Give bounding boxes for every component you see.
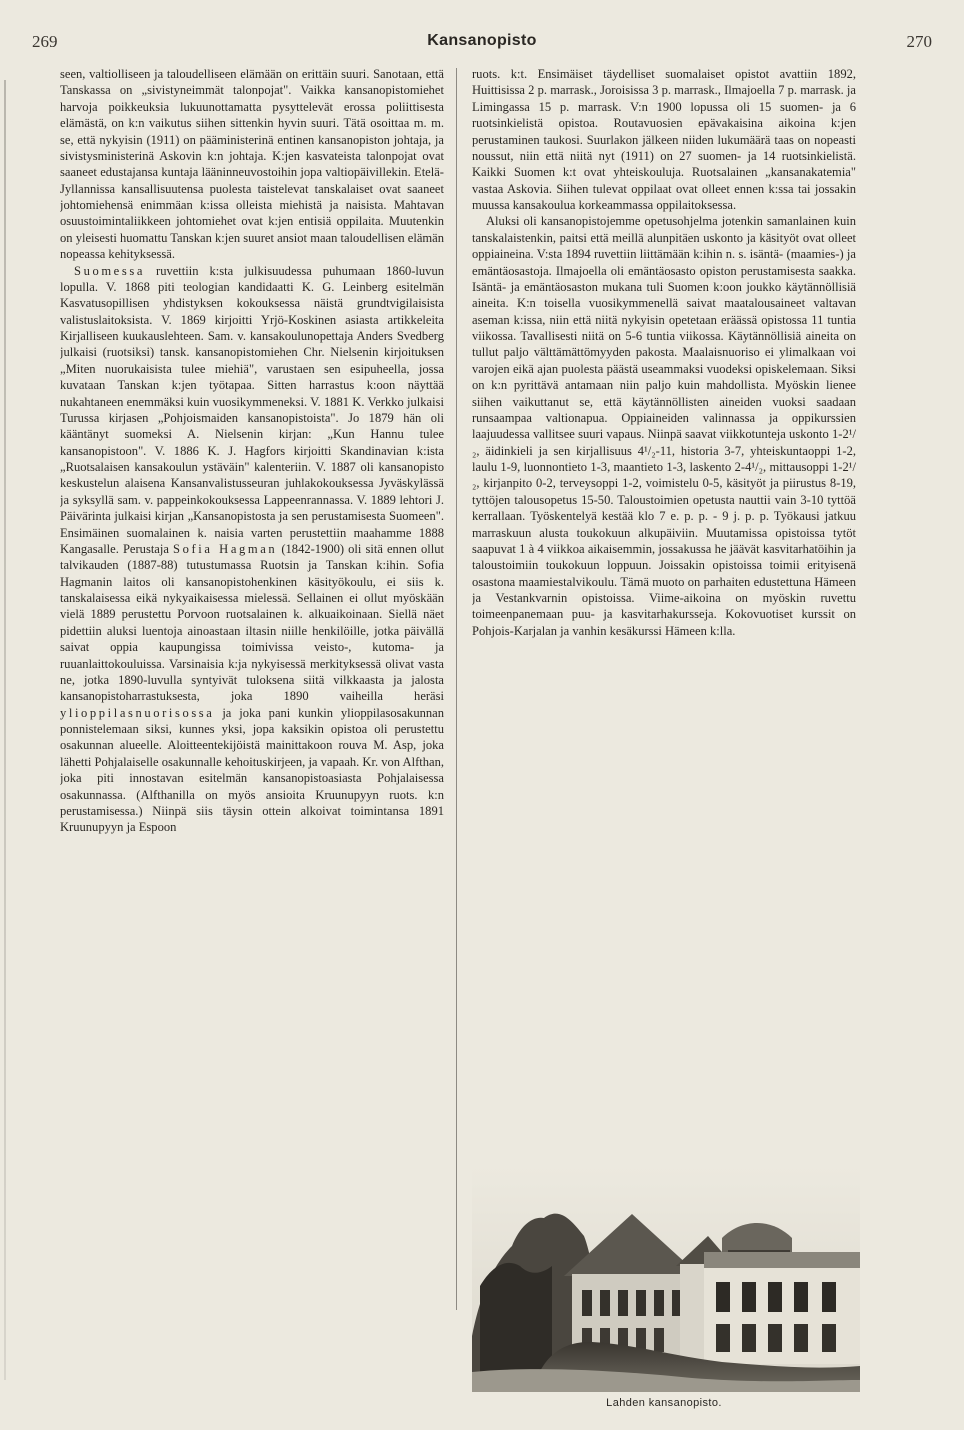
spaced-word: Suomessa [74, 263, 145, 278]
spaced-word: ylioppilasnuorisossa [60, 705, 215, 720]
paragraph: Aluksi oli kansanopistojemme opetusohjelma jotenkin samanlainen kuin tanskalaistenkin, paitsi että meillä alunpitäen uskonto ja käsityöt ovat olleet oppiaineina. V:sta 1894 ruvettiin liittämään k:ihin n. s. isäntä- (maamies-) ja emäntäosastoja. Ilmajoella oli emäntäosasto opiston perustamisesta saakka. Isäntä- ja emäntäosaston mukana tuli Suomen k:oon joukko käytännöllisiä aineita. K:n toisella vuosikymmenellä saivat maatalousaineet valtavan aseman k:issa, niin että niitä nykyisin opetetaan eräässä opistossa 11 tuntia viikossa. Tavallisesti niitä on 5-6 tuntia viikossa. Käytännöllisiä aineita on tullut paljo välttämättömyyden pakosta. Maalaisnuoriso ei ylimalkaan voi varojen eikä ajan puolesta päästä useammaksi vuodeksi opiskelemaan. Siksi on k:n pyrittävä antamaan niin paljo kuin mahdollista. Myöskin lienee siihen vaikuttanut se, että käytännöllisten aineiden vuoksi saadaan runsaampaa valtionapua. Oppiaineiden valinnassa ja oppikurssien laajuudessa vallitsee suuri vapaus. Niinpä saavat viikkotunteja uskonto 1-2¹/₂, äidinkieli ja sen kirjallisuus 4¹/₂-11, historia 3-7, yhteiskuntaoppi 1-2, laulu 1-9, luonnontieto 1-3, maantieto 1-3, laskento 2-4¹/₂, mittausoppi 1-2¹/₂, kirjanpito 0-2, terveysoppi 1-2, voimistelu 0-5, käsityöt ja piirustus 8-19, tyttöjen talousopetus 15-50. Taloustoimien opetusta nauttii vain 3-10 tyttöä kerrallaan. Työskentelyä kestää klo 7 e. p. p. - 9 j. p. p. Työkausi jatkuu marraskuun alusta toukokuun alkupäiviin. Muutamissa opistoissa tytöt saapuvat 1 à 4 viikkoa aikaisemmin, jossakussa he jäävät kasvitarhatöihin ja taloustoimiin toukokuun loppuun. Joissakin opistoissa toimii erityisenä osastona maamiestalvikoulu. Tämä muoto on parhaiten edustettuna Hämeen ja Vestankvarnin opistoissa. Viime-aikoina on myöskin ruvettu toimeenpanemaan puu- ja kasvitarhakursseja. Kokovuotiset kurssit on Pohjois-Karjalan ja vanhin kesäkurssi Hämeen k:lla. [472, 214, 856, 638]
spaced-name: Sofia Hagman [173, 541, 278, 556]
paragraph [60, 263, 444, 836]
left-column [60, 66, 444, 836]
paragraph: seen, valtiolliseen ja taloudelliseen elämään on erittäin suuri. Sanotaan, että Tanskassa on „sivistyneimmät talonpojat". Vaikka kansanopistomiehet harvoja poikkeuksia lukuunottamatta pysyttelevät erossa poliittisesta elämästä, on k:n vaikutus siihen sittenkin hyvin suuri. Tätä osoittaa m. m. se, että nykyisin (1911) on pääministerinä entinen kansanopiston johtaja, ja sivistysministerinä Askovin k:n johtaja. K:jen kasvateista talonpojat ovat saaneet edustajansa kuntaja lääninneuvostoihin jopa valtiopäivillekin. Etelä-Jyllannissa kansallisuutensa puolesta taistelevat tanskalaiset ovat saaneet johtomiehensä enimmäan k:issa olleista miehistä ja naisista. Mahtavan osuustoimintaliikkeen johtomiehet ovat k:jen entisiä oppilaita. Muutenkin on yleisesti huomattu Tanskan k:jen suuret ansiot maan taloudellisen elämän nopeassa kehityksessä. [60, 67, 444, 262]
right-column [472, 66, 856, 639]
school-photograph [472, 1166, 860, 1418]
text-run: ja joka pani kunkin ylioppilasosakunnan ponnistelemaan siksi, kunnes yksi, jopa kaksikin opistoa oli perustettu osakunnan alueelle. Aloitteentekijöistä mainittakoon rouva M. Asp, joka lähetti Pohjalaiselle osakunnalle kehoituskirjeen, ja vapaah. Kr. von Alfthan, joka piti innostavan esitelmän kansanopistoasiasta Pohjalaisessa osakunnassa. (Alfthanilla on myös ansioita Kruunupyyn ruots. k:n perustamisessa.) Niinpä siis täysin ottein alkoivat toimintansa 1891 Kruunupyyn ja Espoon [60, 705, 444, 835]
paragraph: ruots. k:t. Ensimäiset täydelliset suomalaiset opistot avattiin 1892, Huittisissa 2 p. marrask., Joroisissa 3 p. marrask., Ilmajoella 7 p. marrask. ja Limingassa 15 p. marrask. V:n 1900 lopussa oli 15 suomen- ja 6 ruotsinkielistä opistoa. Routavuosien epävakaisina aikoina k:jen perustaminen taukosi. Suurlakon jälkeen niiden lukumäärä taas on nopeasti noussut, niin että niitä nyt (1911) on 27 suomen- ja 14 ruotsinkielistä. Kaikki Suomen k:t ovat yhteiskouluja. Ruotsalainen „kansanakatemia" vastaa Askovia. Siihen tulevat oppilaat ovat olleet ennen k:ssa tai jossakin muussa kansakoulua korkeammassa oppilaitoksessa. [472, 67, 856, 212]
page-number-left: 269 [32, 32, 58, 51]
figure-caption: Lahden kansanopisto. [606, 1397, 722, 1409]
page-header [32, 28, 932, 58]
column-divider [456, 68, 457, 1310]
page-number-right: 270 [906, 32, 932, 51]
running-title: Kansanopisto [427, 32, 537, 49]
text-run: ruvettiin k:sta julkisuudessa puhumaan 1860-luvun lopulla. V. 1868 piti teologian kandidaatti K. G. Leinberg esitelmän Kasvatusopillisen yhdistyksen kokouksessa näistä grundtvigilaisista valistuslaitoksista. V. 1869 kirjoitti Yrjö-Koskinen asiasta artikkeleita Kirjalliseen kuukauslehteen. Sam. v. kansakoulunopettaja Anders Svedberg julkaisi (ruotsiksi) tansk. kansanopistomiehen Chr. Nielsenin kirjoituksen „Miten nuorukaisista tulee miehiä", varustaen sen esipuheella, jossa kuvataan Tanskan k:jen työtapaa. Sitten harrastus k:oon näyttää nukahtaneen enemmäksi kuin vuosikymmeneksi. V. 1881 K. Verkko julkaisi Turussa kirjasen „Pohjoismaiden kansanopistoista". Jo 1879 hän oli kääntänyt suomeksi A. Nielsenin kirjan: „Kun Hannu tulee kansanopistoon". V. 1886 K. J. Hagfors kirjoitti Skandinavian k:ista „Ruotsalaisen kansakoulun ystäväin" kalenteriin. V. 1887 oli kansanopisto keskustelun alaisena Kansanvalistusseuran juhlakokouksessa Jyväskylässä ja syksyllä sam. v. pappeinkokouksessa Lappeenrannassa. V. 1889 lehtori J. Päivärinta julkaisi kirjan „Kansanopistosta ja sen perustamisesta Suomeen". Ensimäinen suomalainen k. naisia varten perustettiin maahamme 1888 Kangasalle. Perustaja [60, 263, 444, 556]
text-run: (1842-1900) oli sitä ennen ollut talvikauden (1887-88) tutustumassa Ruotsin ja Tanskan k:ihin. Sofia Hagmanin laitos oli kansanopistohenkinen käsityökoulu, ei siis k. tanskalaisessa eikä nykyaikaisessa mielessä. Sellainen ei ollut myöskään vielä 1889 perustettu Porvoon ruotsalainen k. alkuaikoinaan. Siellä näet pidettiin aluksi luentoja ainoastaan iltasin niille henkilöille, jotka päivällä saivat oppia kaupungissa toimivissa veisto-, kutoma- ja ruuanlaittokouluissa. Varsinaisia k:ja nykyisessä merkityksessä olivat vasta ne, jotka 1890-luvulla syntyivät tuloksena siitä vilkkaasta ja jalosta kansanopistoharrastuksesta, joka 1890 vaiheilla heräsi [60, 541, 444, 704]
building-illustration [472, 1166, 860, 1392]
binding-edge [4, 80, 6, 1380]
